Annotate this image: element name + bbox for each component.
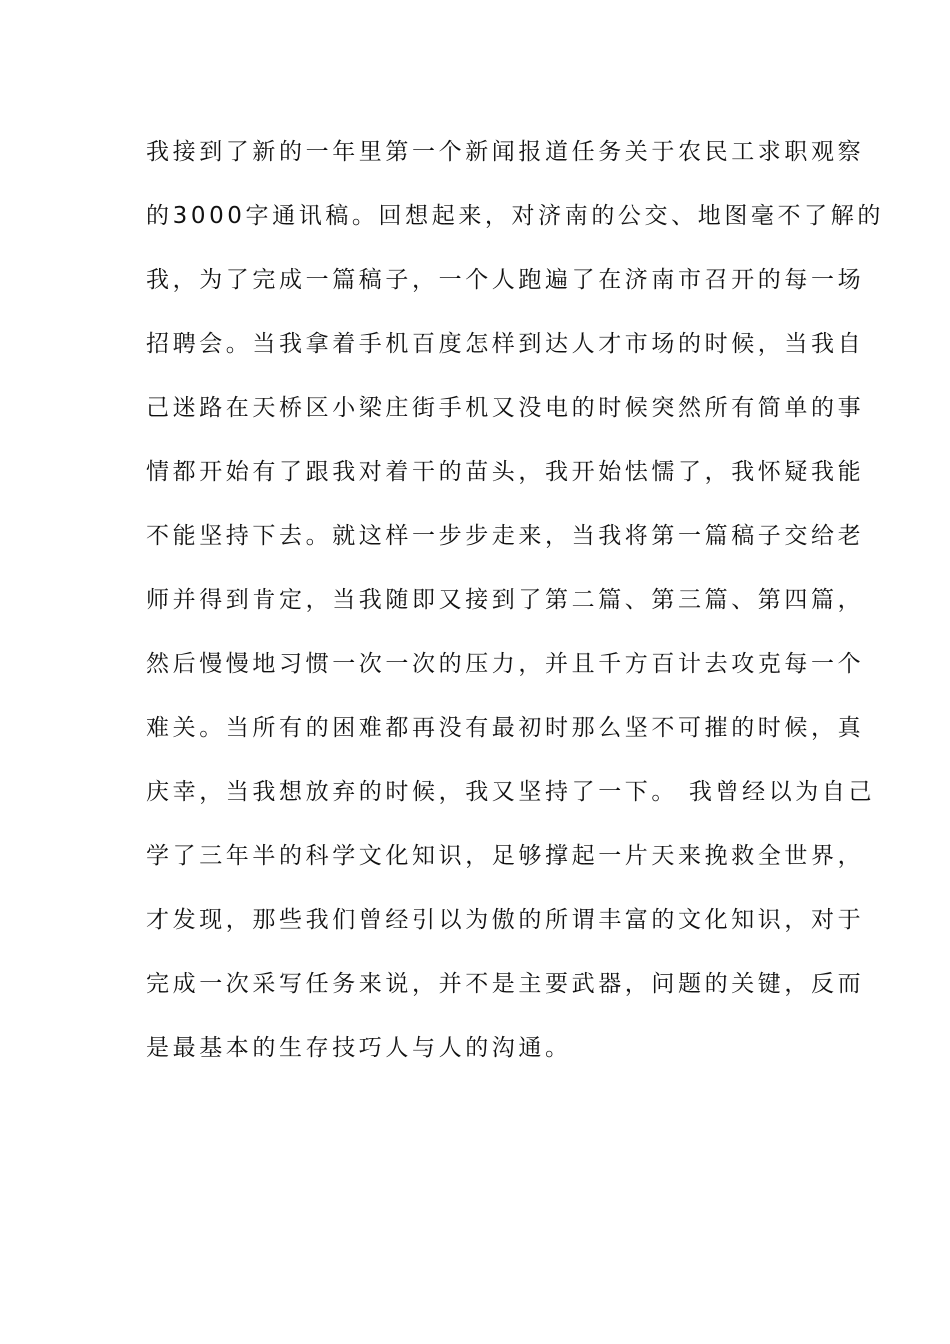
text-line: 才发现，那些我们曾经引以为傲的所谓丰富的文化知识，对于 bbox=[146, 907, 865, 933]
text-line: 招聘会。当我拿着手机百度怎样到达人才市场的时候，当我自 bbox=[146, 331, 865, 357]
text-line: 庆幸，当我想放弃的时候，我又坚持了一下。 我曾经以为自己 bbox=[146, 779, 876, 805]
text-line: 然后慢慢地习惯一次一次的压力，并且千方百计去攻克每一个 bbox=[146, 651, 865, 677]
text-line: 的3000字通讯稿。回想起来，对济南的公交、地图毫不了解的 bbox=[146, 203, 884, 229]
text-line: 完成一次采写任务来说，并不是主要武器，问题的关键，反而 bbox=[146, 971, 865, 997]
text-line: 不能坚持下去。就这样一步步走来，当我将第一篇稿子交给老 bbox=[146, 523, 865, 549]
text-line: 难关。当所有的困难都再没有最初时那么坚不可摧的时候，真 bbox=[146, 715, 865, 741]
text-line: 学了三年半的科学文化知识，足够撑起一片天来挽救全世界， bbox=[146, 843, 865, 869]
text-line: 师并得到肯定，当我随即又接到了第二篇、第三篇、第四篇， bbox=[146, 587, 865, 613]
text-line: 我，为了完成一篇稿子，一个人跑遍了在济南市召开的每一场 bbox=[146, 267, 865, 293]
text-line: 己迷路在天桥区小梁庄街手机又没电的时候突然所有简单的事 bbox=[146, 395, 865, 421]
text-line: 情都开始有了跟我对着干的苗头，我开始怯懦了，我怀疑我能 bbox=[146, 459, 865, 485]
body-paragraph bbox=[146, 128, 884, 1088]
text-line: 是最基本的生存技巧人与人的沟通。 bbox=[146, 1035, 572, 1061]
text-line: 我接到了新的一年里第一个新闻报道任务关于农民工求职观察 bbox=[146, 139, 865, 165]
